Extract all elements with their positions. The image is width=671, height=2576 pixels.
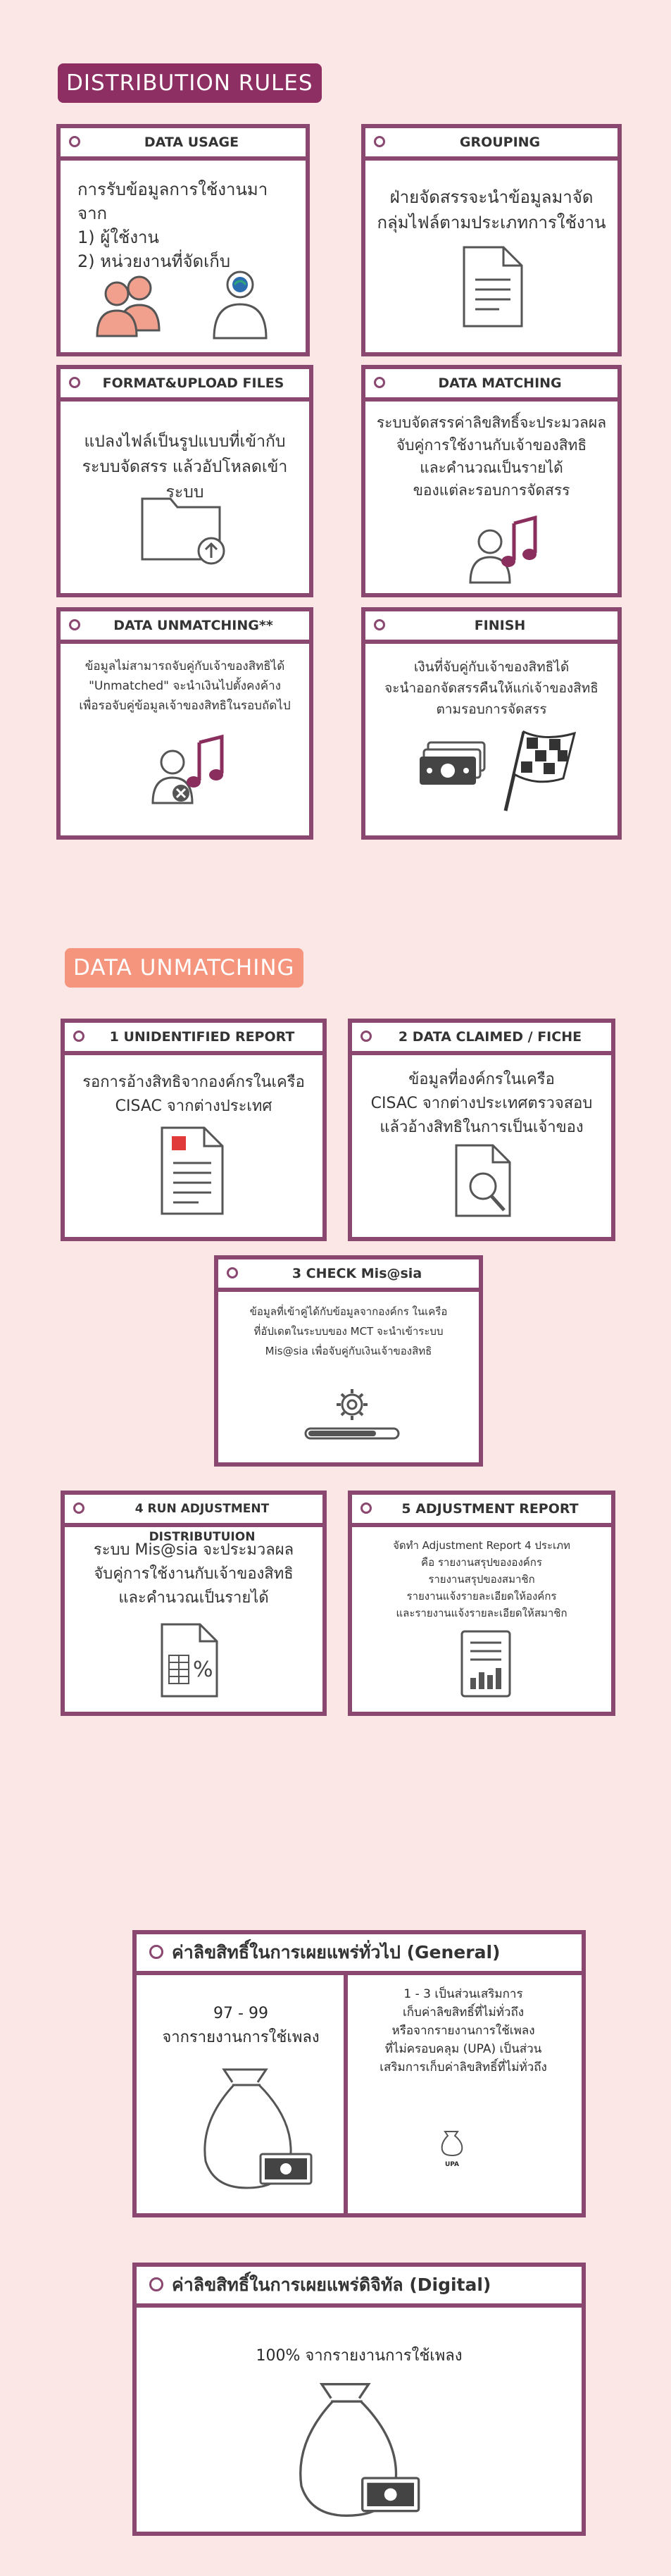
card-text: จับคู่การใช้งานกับเจ้าของสิทธิ [396,437,587,454]
card-data-usage [56,124,310,356]
card-text: กลุ่มไฟล์ตามประเภทการใช้งาน [377,213,606,232]
card-text: เพื่อรอจับคู่ข้อมูลเจ้าของสิทธิในรอบถัดไป [79,699,291,713]
card-text: เงินที่จับคู่กับเจ้าของสิทธิได้ [413,659,570,675]
card-data-unmatching-rule [56,607,313,840]
card-text: ระบบจัดสรร แล้วอัปโหลดเข้าระบบ [82,458,288,502]
card-general-royalty [132,1930,586,2217]
card-finish [361,607,622,840]
general-percent-text: 97 - 99 [213,2005,268,2022]
card-title: 4 RUN ADJUSTMENT DISTRIBUTUION [134,1502,270,1544]
data-unmatching-heading: DATA UNMATCHING [65,948,303,988]
upa-label: UPA [444,2161,460,2168]
card-title: FINISH [474,618,526,633]
card-text: ข้อมูลที่เข้าคู่ได้กับข้อมูลจากองค์กร ในเครือ [249,1305,448,1318]
card-title: DATA USAGE [144,135,239,150]
bullet-icon [360,1031,372,1042]
general-upa-text: เก็บค่าลิขสิทธิ์ที่ไม่ทั่วถึง [402,2005,525,2020]
card-text: ตามรอบการจัดสรร [436,702,547,717]
card-text: และคำนวณเป็นรายได้ [420,459,563,476]
card-text: คือ รายงานสรุปขององค์กร [421,1556,542,1569]
card-text: ระบบจัดสรรค่าลิขสิทธิ์จะประมวลผล [376,414,607,431]
bullet-icon [374,377,385,388]
report-document-icon [156,1125,227,1217]
card-run-adjustment [61,1491,327,1716]
card-text: ข้อมูลไม่สามารถจับคู่กับเจ้าของสิทธิได้ [84,659,285,673]
card-text: แปลงไฟล์เป็นรูปแบบที่เข้ากับ [84,433,286,451]
card-unidentified-report [61,1019,327,1241]
card-title: DATA UNMATCHING** [113,618,273,633]
card-text: แล้วอ้างสิทธิในการเป็นเจ้าของ [380,1119,584,1136]
bullet-icon [149,1945,163,1959]
document-search-icon [451,1143,521,1220]
card-text: รายงานแจ้งรายละเอียดให้องค์กร [406,1590,557,1603]
general-upa-text: 1 - 3 เป็นส่วนเสริมการ [403,1987,523,2001]
general-upa-text: เสริมการเก็บค่าลิขสิทธิ์ที่ไม่ทั่วถึง [380,2060,547,2074]
money-icon [418,738,489,795]
card-text: "Unmatched" จะนำเงินไปตั้งคงค้าง [89,679,281,693]
card-title: 3 CHECK Mis@sia [291,1266,422,1281]
distribution-rules-heading: DISTRIBUTION RULES [58,63,322,103]
card-text: Mis@sia เพื่อจับคู่กับเงินเจ้าของสิทธิ [265,1345,432,1357]
card-text: รอการอ้างสิทธิจากองค์กรในเครือ [82,1074,305,1091]
users-icon [89,266,173,336]
card-text: จะนำออกจัดสรรคืนให้แก่เจ้าของสิทธิ [384,680,598,696]
calculator-percent-icon [156,1622,227,1699]
card-format-upload [56,365,313,597]
card-title: ค่าลิขสิทธิ์ในการเผยแพร่ทั่วไป (General) [172,1942,501,1962]
card-text: CISAC จากต่างประเทศตรวจสอบ [370,1095,593,1112]
divider [344,1975,348,2213]
card-text: การรับข้อมูลการใช้งานมาจาก [77,180,268,223]
card-title: DATA MATCHING [438,375,562,391]
card-text: และรายงานแจ้งรายละเอียดให้สมาชิก [396,1607,567,1619]
report-chart-icon [458,1629,514,1699]
card-text: จัดทำ Adjustment Report 4 ประเภท [393,1539,570,1552]
card-text: จับคู่การใช้งานกับเจ้าของสิทธิ [94,1565,294,1583]
card-text: ฝ่ายจัดสรรจะนำข้อมูลมาจัด [389,187,594,207]
card-title: ค่าลิขสิทธิ์ในการเผยแพร่ดิจิทัล (Digital) [172,2275,491,2295]
card-check-missia [214,1255,483,1467]
bullet-icon [374,619,385,630]
card-text: ข้อมูลที่องค์กรในเครือ [408,1071,555,1088]
bullet-icon [69,136,80,147]
general-upa-text: หรือจากรายงานการใช้เพลง [391,2024,535,2038]
bullet-icon [149,2277,163,2291]
organization-logo-icon [208,269,272,340]
bullet-icon [73,1502,84,1514]
card-title: 1 UNIDENTIFIED REPORT [109,1029,295,1045]
card-grouping [361,124,622,356]
card-text: รายงานสรุปของสมาชิก [428,1573,535,1586]
card-title: 2 DATA CLAIMED / FICHE [398,1029,582,1045]
document-icon [457,244,527,329]
card-adjustment-report [348,1491,615,1716]
card-text: และคำนวณเป็นรายได้ [118,1589,269,1607]
card-title: 5 ADJUSTMENT REPORT [401,1501,579,1517]
bullet-icon [69,377,80,388]
finish-flag-icon [496,728,580,812]
card-data-claimed [348,1019,615,1241]
card-text: 2) หน่วยงานที่จัดเก็บ [77,251,231,271]
bullet-icon [360,1502,372,1514]
card-data-matching [361,365,622,597]
user-unmatched-icon [149,731,233,809]
settings-progress-icon [303,1386,401,1443]
bullet-icon [227,1267,238,1278]
folder-upload-icon [138,489,230,566]
card-text: ระบบ Mis@sia จะประมวลผล [93,1541,294,1559]
card-text: 1) ผู้ใช้งาน [77,228,159,247]
digital-percent-text: 100% จากรายงานการใช้เพลง [256,2347,463,2365]
money-bag-icon [193,2065,320,2192]
card-title: GROUPING [459,135,541,150]
card-text: ที่อัปเดตในระบบของ MCT จะนำเข้าระบบ [253,1325,444,1338]
general-source-text: จากรายงานการใช้เพลง [162,2029,320,2046]
bullet-icon [73,1031,84,1042]
bullet-icon [69,619,80,630]
upa-bag-icon [438,2130,466,2158]
svg-text:%: % [193,1657,213,1682]
card-text: ของแต่ละรอบการจัดสรร [413,482,570,499]
card-text: CISAC จากต่างประเทศ [115,1097,272,1115]
card-digital-royalty [132,2263,586,2536]
general-upa-text: ที่ไม่ครอบคลุม (UPA) เป็นส่วน [384,2042,542,2056]
user-music-icon [468,514,545,584]
card-title: FORMAT&UPLOAD FILES [102,375,284,391]
bullet-icon [374,136,385,147]
money-bag-icon [287,2379,428,2520]
